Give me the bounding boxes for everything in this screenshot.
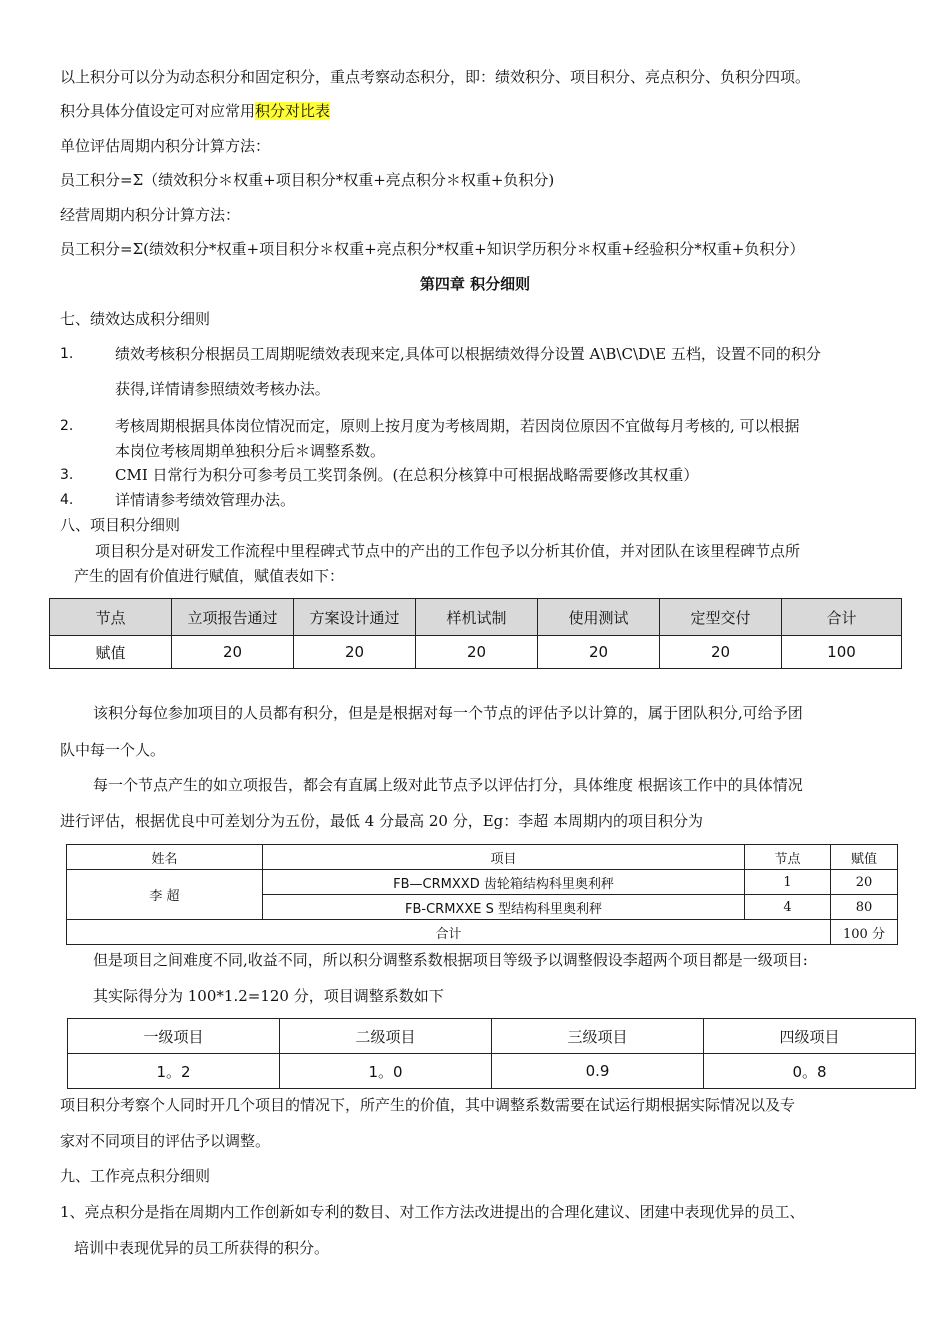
table-header: 方案设计通过 <box>294 599 416 636</box>
table-header: 样机试制 <box>416 599 538 636</box>
section-7-title: 七、绩效达成积分细则 <box>60 310 211 328</box>
intro-paragraph-2-text: 积分具体分值设定可对应常用 <box>60 102 256 120</box>
list-item-text: 获得,详情请参照绩效考核办法。 <box>115 380 330 398</box>
table-cell: FB-CRMXXE S 型结构科里奥利秤 <box>263 895 745 920</box>
table-cell: 20 <box>660 636 782 669</box>
list-item-text: 详情请参考绩效管理办法。 <box>115 491 296 509</box>
table-header: 节点 <box>745 845 831 870</box>
list-item-text: 绩效考核积分根据员工周期呢绩效表现来定,具体可以根据绩效得分设置 A\B\C\D\E 五档，设置不同的积分 <box>115 345 821 363</box>
table-cell: FB—CRMXXD 齿轮箱结构科里奥利秤 <box>263 870 745 895</box>
chapter-title: 第四章 积分细则 <box>419 275 531 293</box>
table-cell: 0.9 <box>492 1054 704 1089</box>
table-header: 赋值 <box>831 845 898 870</box>
paragraph: 其实际得分为 100*1.2=120 分，项目调整系数如下 <box>93 987 444 1005</box>
list-item-number: 3. <box>60 467 74 483</box>
paragraph: 进行评估，根据优良中可差划分为五份，最低 4 分最高 20 分，Eg：李超 本周期内的项目积分为 <box>60 812 704 830</box>
table-header: 项目 <box>263 845 745 870</box>
table-header: 姓名 <box>67 845 263 870</box>
list-item-text: 考核周期根据具体岗位情况而定，原则上按月度为考核周期，若因岗位原因不宜做每月考核的, 可以根据 <box>115 417 800 435</box>
section-8-intro: 产生的固有价值进行赋值，赋值表如下： <box>74 567 345 585</box>
formula-unit-period: 员工积分=Σ（绩效积分＊权重+项目积分*权重+亮点积分＊权重+负积分) <box>60 171 555 189</box>
table-total-value: 100 分 <box>831 920 898 945</box>
table-cell: 100 <box>782 636 902 669</box>
table-cell: 20 <box>416 636 538 669</box>
paragraph: 该积分每位参加项目的人员都有积分，但是是根据对每一个节点的评估予以计算的，属于团队积分,可给予团 <box>93 704 803 722</box>
coefficient-table <box>67 1018 916 1089</box>
table-header: 立项报告通过 <box>172 599 294 636</box>
table-header: 三级项目 <box>492 1019 704 1054</box>
intro-paragraph-1: 以上积分可以分为动态积分和固定积分，重点考察动态积分，即：绩效积分、项目积分、亮点积分、负积分四项。 <box>60 68 811 86</box>
intro-paragraph-2 <box>60 101 330 121</box>
section-8-title: 八、项目积分细则 <box>60 516 181 534</box>
example-score-table <box>66 844 898 945</box>
table-cell: 20 <box>538 636 660 669</box>
paragraph: 队中每一个人。 <box>60 741 166 759</box>
table-cell: 20 <box>831 870 898 895</box>
table-cell: 1 <box>745 870 831 895</box>
table-cell: 20 <box>294 636 416 669</box>
highlighted-link-text: 积分对比表 <box>255 102 331 120</box>
table-total-label: 合计 <box>67 920 831 945</box>
table-header: 使用测试 <box>538 599 660 636</box>
table-header: 一级项目 <box>68 1019 280 1054</box>
paragraph: 家对不同项目的评估予以调整。 <box>60 1132 271 1150</box>
paragraph: 培训中表现优异的员工所获得的积分。 <box>74 1239 330 1257</box>
table-cell: 20 <box>172 636 294 669</box>
intro-paragraph-3: 单位评估周期内积分计算方法： <box>60 137 271 155</box>
list-item-number: 4. <box>60 492 74 508</box>
formula-business-period: 员工积分=Σ(绩效积分*权重+项目积分＊权重+亮点积分*权重+知识学历积分＊权重+经验积分*权重+负积分） <box>60 240 805 258</box>
table-cell: 1。2 <box>68 1054 280 1089</box>
list-item-number: 2. <box>60 418 74 434</box>
list-item-number: 1. <box>60 346 74 362</box>
list-item-text: 本岗位考核周期单独积分后＊调整系数。 <box>115 442 386 460</box>
node-value-table <box>49 598 902 669</box>
section-8-intro: 项目积分是对研发工作流程中里程碑式节点中的产出的工作包予以分析其价值，并对团队在该里程碑节点所 <box>95 542 801 560</box>
paragraph: 项目积分考察个人同时开几个项目的情况下，所产生的价值，其中调整系数需要在试运行期根据实际情况以及专 <box>60 1096 796 1114</box>
section-9-title: 九、工作亮点积分细则 <box>60 1167 211 1185</box>
table-header: 合计 <box>782 599 902 636</box>
table-cell: 4 <box>745 895 831 920</box>
table-header: 定型交付 <box>660 599 782 636</box>
table-header: 节点 <box>50 599 172 636</box>
table-cell: 80 <box>831 895 898 920</box>
paragraph: 1、亮点积分是指在周期内工作创新如专利的数目、对工作方法改进提出的合理化建议、团建中表现优异的员工、 <box>60 1203 805 1221</box>
table-cell: 0。8 <box>704 1054 916 1089</box>
paragraph: 但是项目之间难度不同,收益不同，所以积分调整系数根据项目等级予以调整假设李超两个项目都是一级项目: <box>93 951 808 969</box>
list-item-text: CMI 日常行为积分可参考员工奖罚条例。(在总积分核算中可根据战略需要修改其权重） <box>115 466 699 484</box>
intro-paragraph-5: 经营周期内积分计算方法： <box>60 206 241 224</box>
table-header: 四级项目 <box>704 1019 916 1054</box>
table-cell: 赋值 <box>50 636 172 669</box>
table-header: 二级项目 <box>280 1019 492 1054</box>
table-cell-name: 李 超 <box>67 870 263 920</box>
table-cell: 1。0 <box>280 1054 492 1089</box>
paragraph: 每一个节点产生的如立项报告，都会有直属上级对此节点予以评估打分，具体维度 根据该工作中的具体情况 <box>93 776 803 794</box>
